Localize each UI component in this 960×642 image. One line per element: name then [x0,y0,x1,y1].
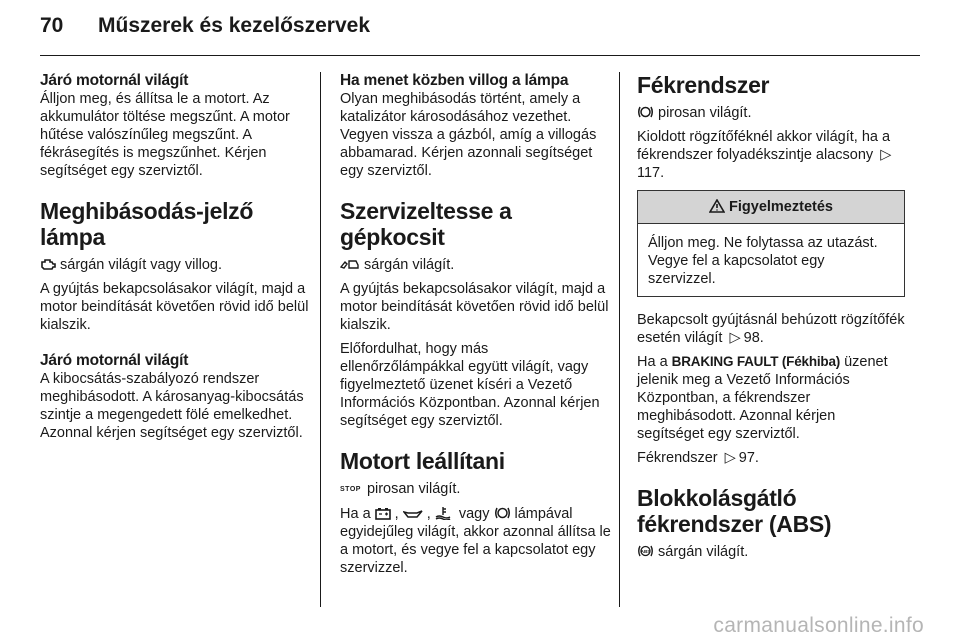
section-title: Meghibásodás-jelző lámpa [40,198,254,250]
paragraph: Olyan meghibásodás történt, amely a katalizátor károsodásához vezethet. Vegyen vissza a gázból, amíg a villogás abbamarad. Kérjen azonnali segítséget egy szerviztől. [340,91,597,179]
warning-triangle-icon [709,199,725,213]
paragraph: Kioldott rögzítőféknél akkor világít, ha a fékrendszer folyadékszintje alacsony ▷117. [637,129,892,181]
column-2 [340,72,614,583]
section-heading: Járó motornál világít [40,72,189,89]
paragraph: A kibocsátás-szabályozó rendszer meghibásodott. A károsanyag-kibocsátás szintje a megengedett fölé emelkedhet. Azonnal kérjen segítséget egy szerviztől. [40,371,304,441]
warning-body [638,224,904,296]
paragraph [340,256,614,274]
paragraph: A gyújtás bekapcsolásakor világít, majd a motor beindítását követően rövid idő belül kialszik. [40,281,309,333]
page-title: Műszerek és kezelőszervek [98,14,371,37]
warning-title: Figyelmeztetés [729,199,833,215]
paragraph: Álljon meg, és állítsa le a motort. Az akkumulátor töltése megszűnt. A motor hűtése valószínűleg megszűnt. A fékrásegítés is megszűnhet. Kérjen segítséget egy szerviztől. [40,91,290,179]
service-wrench-car-icon [340,258,360,271]
paragraph [637,104,905,122]
svg-text:ABS: ABS [640,548,651,554]
coolant-temperature-icon [435,506,451,520]
warning-box [637,190,905,297]
paragraph: Fékrendszer ▷ 97. [637,450,759,466]
paragraph [40,256,312,274]
page-reference[interactable]: 117. [637,165,665,181]
page-reference[interactable]: 98. [743,330,764,346]
engine-icon [40,258,56,271]
brake-warning-icon [637,105,654,119]
column-divider [619,72,620,607]
page-number: 70 [40,14,64,37]
status-text: pirosan világít. [658,105,752,121]
page-header [40,14,370,38]
abs-icon [637,544,654,558]
warning-text: Álljon meg. Ne folytassa az utazást. Vegye fel a kapcsolatot egy szervizzel. [648,235,878,287]
section-title: Motort leállítani [340,448,505,474]
brake-warning-icon [494,506,511,520]
watermark: carmanualsonline.info [713,614,924,637]
section-heading: Ha menet közben villog a lámpa [340,72,569,89]
status-text: sárgán világít. [364,257,455,273]
paragraph [637,543,905,561]
paragraph [340,480,614,499]
status-text: sárgán világít. [658,544,749,560]
page-reference[interactable]: 97. [738,450,759,466]
paragraph: Ha a BRAKING FAULT (Fékhiba) üzenet jelenik meg a Vezető Információs Központban, a fékrendszer meghibásodott. Azonnal kérjen segítséget egy szerviztől. [637,354,888,442]
oil-pressure-icon [403,508,423,520]
section-title: Szervizeltesse a gépkocsit [340,198,512,250]
paragraph: A gyújtás bekapcsolásakor világít, majd a motor beindítását követően rövid idő belül kialszik. [340,281,609,333]
paragraph: Ha a , , vagy lámpával egyidejűleg világít, akkor azonnal állítsa le a motort, és vegye fel a kapcsolatot egy szervizzel. [340,506,611,576]
column-3 [637,72,905,567]
column-1 [40,72,312,448]
section-title: Fékrendszer [637,72,770,98]
status-text: sárgán világít vagy villog. [60,257,222,273]
warning-header [638,191,904,224]
column-divider [320,72,321,607]
section-title: Blokkolásgátló fékrendszer (ABS) [637,485,832,537]
page-reference-arrow-icon: ▷ [729,330,741,346]
paragraph: Bekapcsolt gyújtásnál behúzott rögzítőfék esetén világít ▷ 98. [637,312,905,346]
section-heading: Járó motornál világít [40,352,189,369]
header-divider [40,55,920,56]
battery-icon [375,507,391,520]
page-reference-arrow-icon: ▷ [880,147,892,163]
stop-icon: STOP [340,486,361,493]
message-text: BRAKING FAULT (Fékhiba) [671,354,841,369]
page-reference-arrow-icon: ▷ [724,450,736,466]
paragraph: Előfordulhat, hogy más ellenőrzőlámpákkal együtt világít, vagy figyelmeztető üzenet kíséri a Vezető Információs Központban. Azonnal kérjen segítséget egy szerviztől. [340,341,600,429]
status-text: pirosan világít. [366,481,461,497]
